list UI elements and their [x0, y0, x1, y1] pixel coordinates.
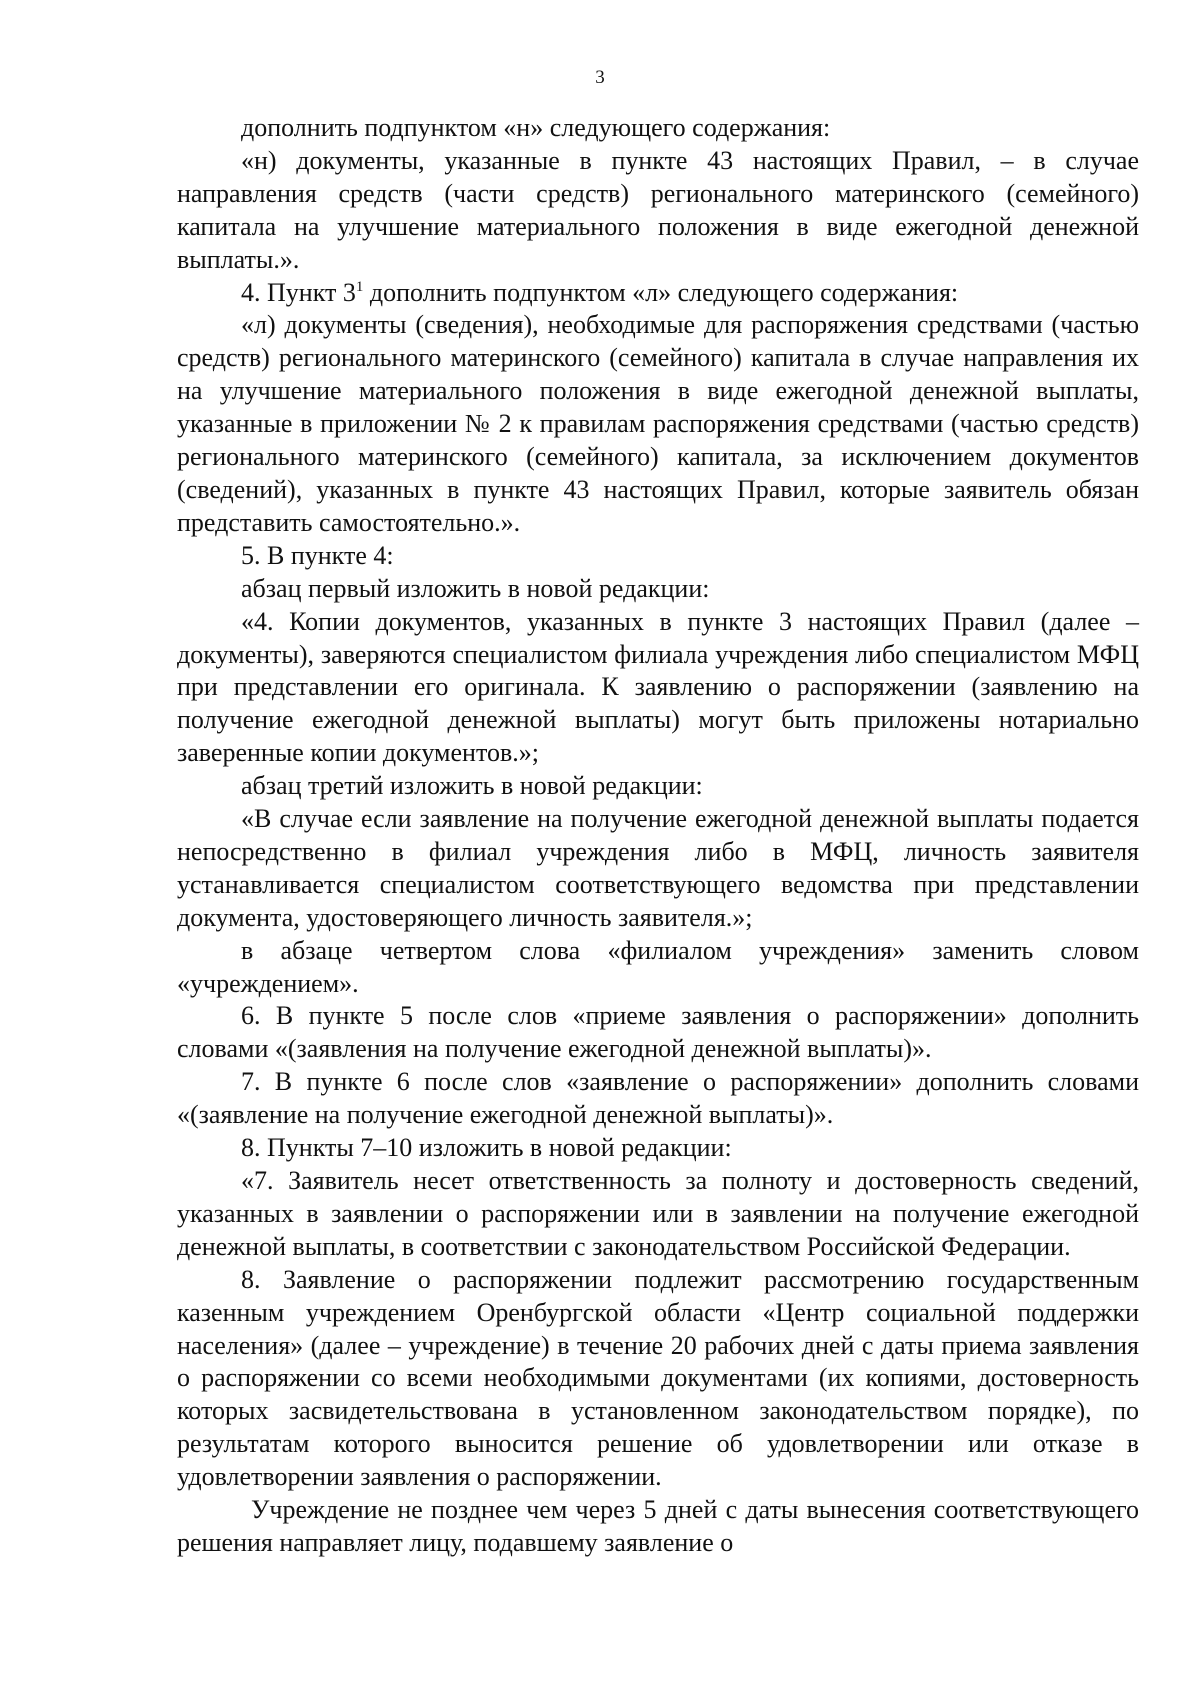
paragraph-point-8-text: 8. Заявление о распоряжении подлежит рассмотрению государственным казенным учреждением Оренбургской области «Центр социальной поддержки населения» (далее – учреждение) в течение 20 рабочих дней с даты приема заявления о распоряжении со всеми необходимыми документами (их копиями, достоверность которых засвидетельствована в установленном законодательством порядке), по результатам которого выносится решение об удовлетворении или отказе в удовлетворении заявления о распоряжении.	[177, 1264, 1139, 1492]
paragraph-institution-notice: Учреждение не позднее чем через 5 дней с даты вынесения соответствующего решения направляет лицу, подавшему заявление о	[177, 1495, 1139, 1557]
paragraph-item-6: 6. В пункте 5 после слов «приеме заявления о распоряжении» дополнить словами «(заявления на получение ежегодной денежной выплаты)».	[177, 1001, 1139, 1064]
paragraph-item-5: 5. В пункте 4:	[241, 540, 394, 570]
paragraph-subitem-n: «н) документы, указанные в пункте 43 настоящих Правил, – в случае направления средств (части средств) регионального материнского (семейного) капитала на улучшение материального положения в виде ежегодной денежной выплаты.».	[177, 145, 1139, 274]
paragraph-item-7: 7. В пункте 6 после слов «заявление о распоряжении» дополнить словами «(заявление на получение ежегодной денежной выплаты)».	[177, 1067, 1139, 1130]
paragraph-item-4-before: 4. Пункт 3	[241, 277, 356, 307]
paragraph-item-4	[177, 277, 1139, 310]
paragraph-supplement-n-intro: дополнить подпунктом «н» следующего содержания:	[241, 113, 831, 142]
paragraph-third-abzac-intro: абзац третий изложить в новой редакции:	[241, 771, 703, 801]
paragraph-third-abzac-text: «В случае если заявление на получение ежегодной денежной выплаты подается непосредственно в филиал учреждения либо в МФЦ, личность заявителя устанавливается специалистом соответствующего ведомства при представлении документа, удостоверяющего личность заявителя.»;	[177, 804, 1139, 932]
paragraph-point-7-text: «7. Заявитель несет ответственность за полноту и достоверность сведений, указанных в заявлении о распоряжении или в заявлении на получение ежегодной денежной выплаты, в соответствии с законодательством Российской Федерации.	[177, 1166, 1139, 1261]
page-number: 3	[595, 67, 605, 88]
paragraph-first-abzac-intro: абзац первый изложить в новой редакции:	[241, 573, 710, 603]
paragraph-item-8: 8. Пункты 7–10 изложить в новой редакции:	[241, 1133, 732, 1163]
paragraph-subitem-l: «л) документы (сведения), необходимые для распоряжения средствами (частью средств) регионального материнского (семейного) капитала в случае направления их на улучшение материального положения в виде ежегодной денежной выплаты, указанные в приложении № 2 к правилам распоряжения средствами (частью средств) регионального материнского (семейного) капитала, за исключением документов (сведений), указанных в пункте 43 настоящих Правил, которые заявитель обязан представить самостоятельно.».	[177, 310, 1139, 537]
superscript-1: 1	[355, 278, 364, 295]
paragraph-item-4-after: дополнить подпунктом «л» следующего содержания:	[363, 277, 959, 307]
paragraph-fourth-abzac: в абзаце четвертом слова «филиалом учреждения» заменить словом «учреждением».	[177, 935, 1139, 998]
document-body	[177, 112, 1139, 1560]
paragraph-point-4-text: «4. Копии документов, указанных в пункте 3 настоящих Правил (далее – документы), заверяются специалистом филиала учреждения либо специалистом МФЦ при представлении его оригинала. К заявлению о распоряжении (заявлению на получение ежегодной денежной выплаты) могут быть приложены нотариально заверенные копии документов.»;	[177, 606, 1139, 768]
